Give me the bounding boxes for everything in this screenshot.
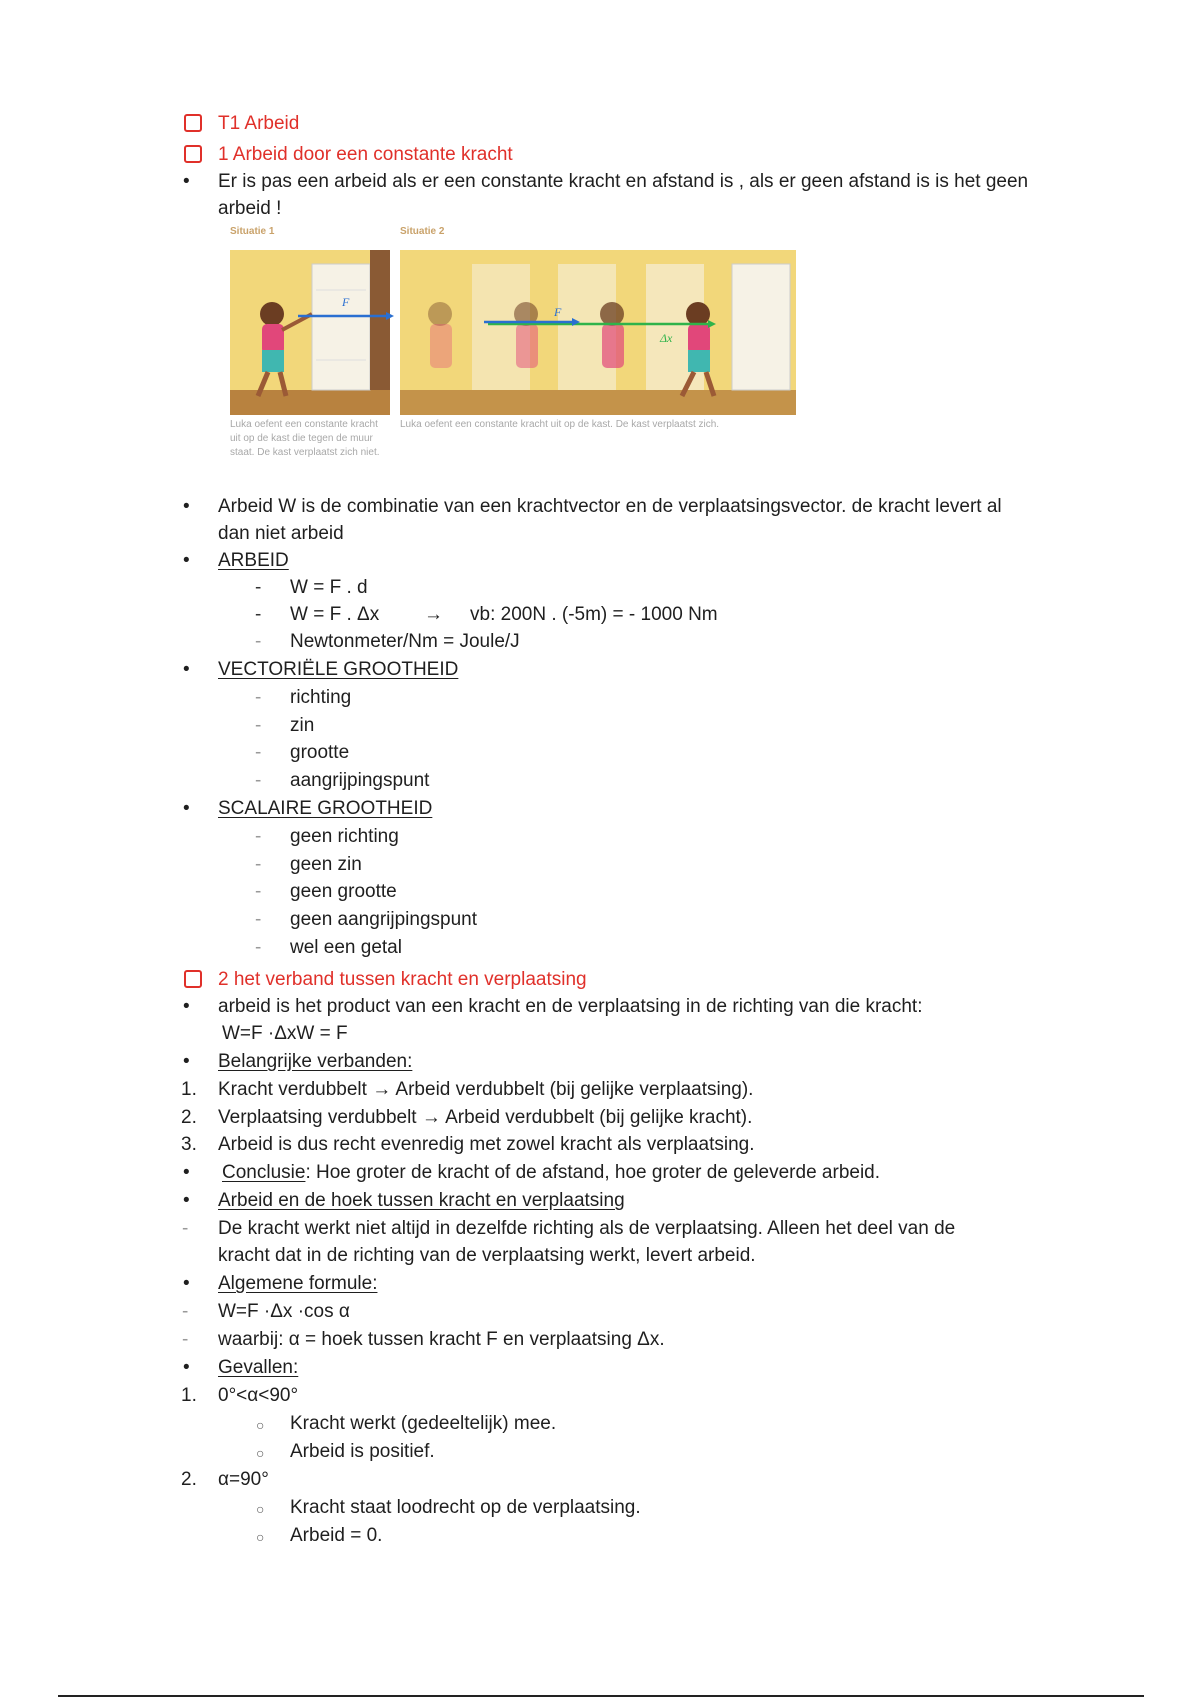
force-label: F [554, 305, 562, 319]
bullet: • [183, 1357, 190, 1378]
verbanden-heading: Belangrijke verbanden: [218, 1051, 413, 1072]
checkbox[interactable] [184, 970, 202, 988]
dash: - [255, 854, 262, 875]
section-title: 1 Arbeid door een constante kracht [218, 144, 513, 165]
dash: - [182, 1218, 189, 1239]
bullet: • [183, 1051, 190, 1072]
bullet: • [183, 1190, 190, 1211]
bullet: • [183, 1162, 190, 1183]
vector-item-text: grootte [290, 742, 350, 763]
dash: - [255, 687, 262, 708]
dash: - [255, 826, 262, 847]
gevallen-heading: Gevallen: [218, 1357, 299, 1378]
circle-bullet: ○ [256, 1417, 265, 1433]
conclusie-line [222, 1159, 880, 1186]
s2-formula: W=F ·ΔxW = F [222, 1023, 348, 1044]
caption-situatie1: Luka oefent een constante kracht uit op de kast die tegen de muur staat. De kast verplaatst zich niet. [230, 419, 380, 458]
bullet: • [183, 798, 190, 819]
dash: - [255, 604, 262, 625]
dash: - [255, 770, 262, 791]
section-title: 2 het verband tussen kracht en verplaatsing [218, 969, 587, 990]
bullet: • [183, 996, 190, 1017]
formule: W=F ·Δx ·cos α [218, 1301, 350, 1322]
vector-heading: VECTORIËLE GROOTHEID [218, 659, 459, 680]
scalar-item-text: geen aangrijpingspunt [290, 909, 477, 930]
circle-bullet: ○ [256, 1445, 265, 1461]
bullet: • [183, 496, 190, 517]
verband-text: Verplaatsing verdubbelt → Arbeid verdubbelt (bij gelijke kracht). [218, 1107, 753, 1128]
dash: - [255, 631, 262, 652]
vector-item-text: zin [290, 715, 315, 736]
arbeid-heading: ARBEID [218, 550, 289, 571]
number: 2. [181, 1107, 197, 1128]
scalar-item-text: geen zin [290, 854, 362, 875]
verband-text: Arbeid is dus recht evenredig met zowel kracht als verplaatsing. [218, 1134, 755, 1155]
arbeid-def-line1: Arbeid W is de combinatie van een krachtvector en de verplaatsingsvector. de kracht levert al [218, 496, 1002, 517]
intro-text: Er is pas een arbeid als er een constante kracht en afstand is , als er geen afstand is is het geen arbeid ! [218, 171, 1029, 219]
number: 1. [181, 1385, 197, 1406]
arbeid-example: vb: 200N . (-5m) = - 1000 Nm [470, 604, 718, 625]
waarbij: waarbij: α = hoek tussen kracht F en verplaatsing Δx. [218, 1329, 665, 1350]
conclusie-label: Conclusie [222, 1162, 306, 1183]
situation-figure [228, 222, 798, 482]
geval-text: 0°<α<90° [218, 1385, 299, 1406]
geval-sub-text: Kracht werkt (gedeeltelijk) mee. [290, 1413, 557, 1434]
dash: - [255, 909, 262, 930]
geval-sub-text: Kracht staat loodrecht op de verplaatsing. [290, 1497, 641, 1518]
number: 1. [181, 1079, 197, 1100]
dash: - [182, 1329, 189, 1350]
dash: - [255, 881, 262, 902]
bullet: • [183, 550, 190, 571]
arbeid-item-text: W = F . d [290, 577, 368, 598]
arrow: → [424, 604, 443, 625]
dash: - [255, 742, 262, 763]
geval-sub-text: Arbeid is positief. [290, 1441, 435, 1462]
situation-illustration [228, 250, 798, 430]
circle-bullet: ○ [256, 1529, 265, 1545]
arbeid-item-text: W = F . Δx [290, 604, 380, 625]
scalar-heading: SCALAIRE GROOTHEID [218, 798, 433, 819]
dash: - [182, 1301, 189, 1322]
scalar-item-text: wel een getal [290, 937, 402, 958]
vector-item-text: richting [290, 687, 352, 708]
dash: - [255, 937, 262, 958]
conclusie-text: : Hoe groter de kracht of de afstand, hoe groter de geleverde arbeid. [305, 1162, 881, 1183]
arbeid-item-text: Newtonmeter/Nm = Joule/J [290, 631, 520, 652]
arbeid-def-line2: dan niet arbeid [218, 523, 344, 544]
hoek-text-2: kracht dat in de richting van de verplaatsing werkt, levert arbeid. [218, 1245, 756, 1266]
number: 3. [181, 1134, 197, 1155]
bullet: • [183, 171, 190, 192]
scalar-item-text: geen richting [290, 826, 399, 847]
vector-item-text: aangrijpingspunt [290, 770, 430, 791]
caption-situatie2: Luka oefent een constante kracht uit op de kast. De kast verplaatst zich. [400, 419, 720, 430]
situatie1-label: Situatie 1 [230, 226, 275, 237]
geval-text: α=90° [218, 1469, 269, 1490]
hoek-heading: Arbeid en de hoek tussen kracht en verplaatsing [218, 1190, 625, 1211]
bullet: • [183, 1273, 190, 1294]
number: 2. [181, 1469, 197, 1490]
formule-heading: Algemene formule: [218, 1273, 378, 1294]
checkbox[interactable] [184, 145, 202, 163]
dash: - [255, 715, 262, 736]
circle-bullet: ○ [256, 1501, 265, 1517]
dash: - [255, 577, 262, 598]
checkbox[interactable] [184, 114, 202, 132]
hoek-text-1: De kracht werkt niet altijd in dezelfde richting als de verplaatsing. Alleen het deel van de [218, 1218, 956, 1239]
verband-text: Kracht verdubbelt → Arbeid verdubbelt (bij gelijke verplaatsing). [218, 1079, 754, 1100]
section-title: T1 Arbeid [218, 113, 300, 134]
scalar-item-text: geen grootte [290, 881, 397, 902]
page-divider [58, 1695, 1144, 1697]
situatie2-label: Situatie 2 [400, 226, 445, 237]
force-label: F [342, 295, 350, 309]
bullet: • [183, 659, 190, 680]
displacement-label: Δx [660, 331, 673, 345]
s2-def: arbeid is het product van een kracht en de verplaatsing in de richting van die kracht: [218, 996, 923, 1017]
geval-sub-text: Arbeid = 0. [290, 1525, 383, 1546]
